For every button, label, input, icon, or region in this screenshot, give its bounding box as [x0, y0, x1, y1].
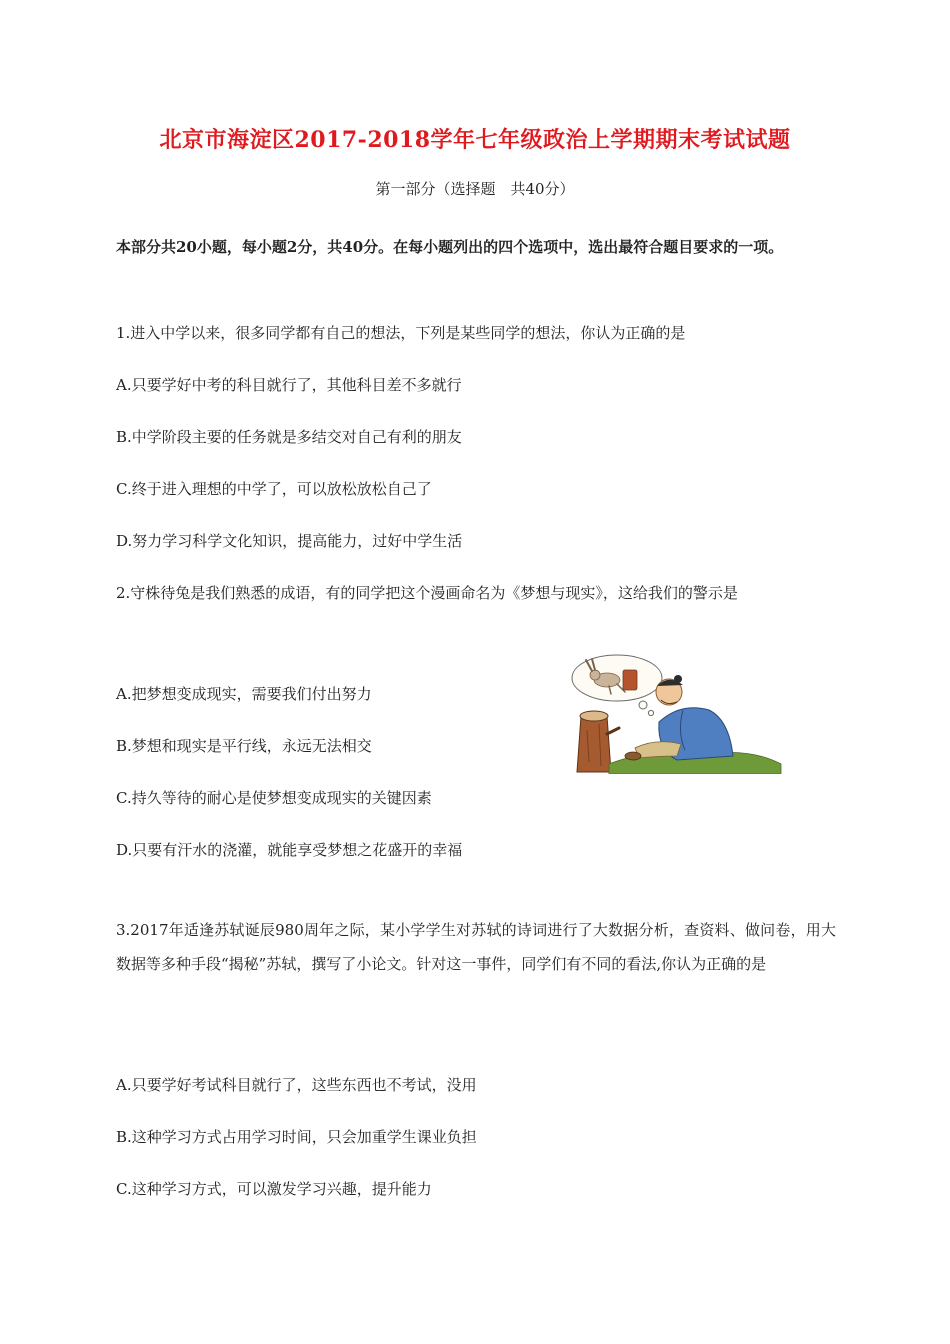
question-1-option-a: A.只要学好中考的科目就行了，其他科目差不多就行 — [116, 376, 462, 394]
question-1-stem: 1.进入中学以来，很多同学都有自己的想法，下列是某些同学的想法，你认为正确的是 — [116, 324, 686, 342]
question-3-stem: 3.2017年适逢苏轼诞辰980周年之际，某小学学生对苏轼的诗词进行了大数据分析，查资料、做问卷，用大数据等多种手段“揭秘”苏轼，撰写了小论文。针对这一事件，同学们有不同的看法,你认为正确的是 — [116, 921, 836, 973]
question-2-option-c: C.持久等待的耐心是使梦想变成现实的关键因素 — [116, 789, 432, 807]
question-1-option-d: D.努力学习科学文化知识，提高能力，过好中学生活 — [116, 532, 463, 550]
question-1-option-b: B.中学阶段主要的任务就是多结交对自己有利的朋友 — [116, 428, 462, 446]
question-1-option-c: C.终于进入理想的中学了，可以放松放松自己了 — [116, 480, 432, 498]
question-3-option-a: A.只要学好考试科目就行了，这些东西也不考试，没用 — [116, 1076, 477, 1094]
question-3-option-c: C.这种学习方式，可以激发学习兴趣，提升能力 — [116, 1180, 432, 1198]
question-2-option-a: A.把梦想变成现实，需要我们付出努力 — [116, 685, 372, 703]
section-heading: 第一部分（选择题 共40分） — [375, 180, 575, 198]
instructions: 本部分共20小题，每小题2分，共40分。在每小题列出的四个选项中，选出最符合题目要求的一项。 — [116, 238, 784, 256]
page-title: 北京市海淀区2017-2018学年七年级政治上学期期末考试试题 — [159, 127, 791, 153]
question-2-option-d: D.只要有汗水的浇灌，就能享受梦想之花盛开的幸福 — [116, 841, 463, 859]
question-2-option-b: B.梦想和现实是平行线，永远无法相交 — [116, 737, 372, 755]
cartoon-illustration — [565, 652, 783, 774]
question-2-stem: 2.守株待兔是我们熟悉的成语，有的同学把这个漫画命名为《梦想与现实》，这给我们的警示是 — [116, 584, 738, 602]
question-3-option-b: B.这种学习方式占用学习时间，只会加重学生课业负担 — [116, 1128, 477, 1146]
